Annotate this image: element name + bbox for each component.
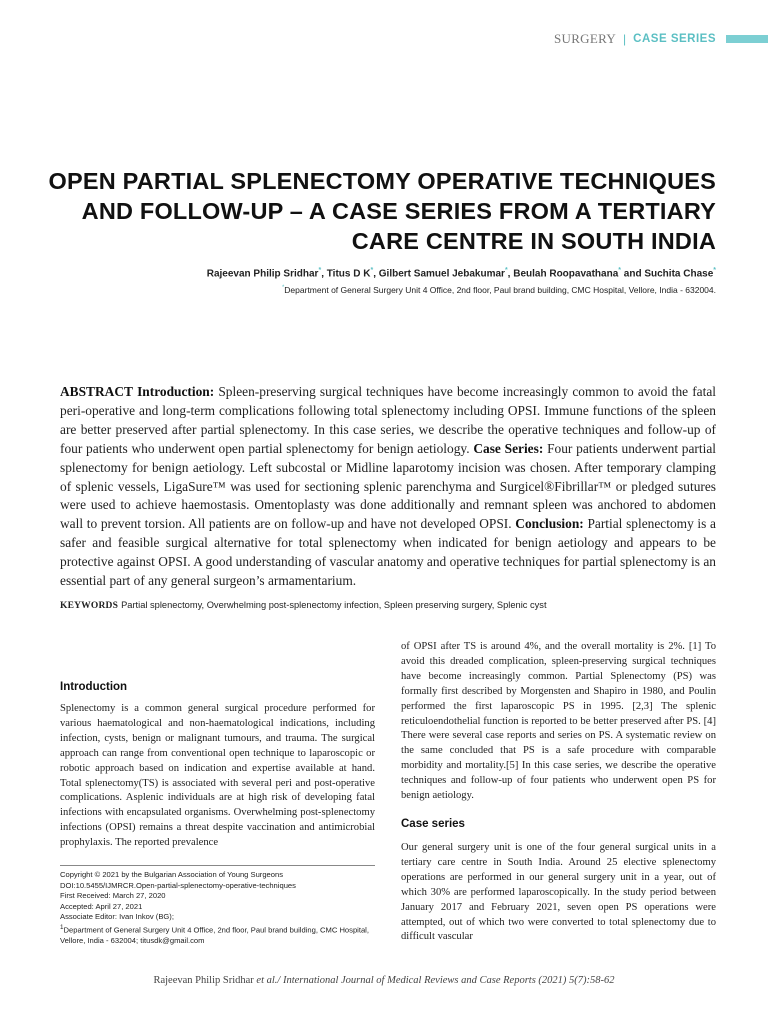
introduction-heading: Introduction xyxy=(60,681,128,693)
author-separator: , xyxy=(321,268,327,280)
keywords-text: Partial splenectomy, Overwhelming post-splenectomy infection, Spleen preserving surgery, Splenic cyst xyxy=(121,600,547,610)
doi-line: DOI:10.5455/IJMRCR.Open-partial-splenectomy-operative-techniques xyxy=(60,880,296,890)
author-list xyxy=(207,267,716,279)
abstract-conclusion-text: Partial splenectomy is a safer and feasible surgical alternative for total splenectomy when indicated for benign aetiology and appears to be protective against OPSI. A good understanding of vascular anatomy and operative techniques for partial splenectomy is an essential part of any general surgeon’s armamentarium. xyxy=(60,516,716,589)
editor-line: Associate Editor: Ivan Inkov (BG); xyxy=(60,912,174,922)
author-affiliation-mark: * xyxy=(370,267,374,274)
header-accent-bar xyxy=(726,35,768,43)
copyright-line: Copyright © 2021 by the Bulgarian Association of Young Surgeons xyxy=(60,870,284,879)
abstract xyxy=(60,383,716,591)
author-affiliation-mark: * xyxy=(618,267,621,274)
abstract-intro-text: Spleen-preserving surgical techniques have become increasingly common to avoid the fatal peri-operative and long-term complications following total splenectomy including OPSI. Immune functions of the spleen are better preserved after partial splenectomy. In this case series, we describe the operative techniques and follow-up of four patients who underwent open partial splenectomy for benign aetiology. xyxy=(60,384,716,456)
header-section: SURGERY xyxy=(553,31,617,46)
running-header xyxy=(554,31,768,47)
author-name: Gilbert Samuel Jebakumar xyxy=(378,268,505,280)
accepted-line: Accepted: April 27, 2021 xyxy=(60,901,143,911)
author-separator: and xyxy=(621,268,645,280)
case-series-text: Our general surgery unit is one of the four general surgical units in a tertiary care centre in South India. Around 25 elective splenectomy operations are performed in our general surgery unit in a year, out of which 30% are performed laparoscopically. In the study period between January 2017 and February 2021, seven open PS operations were attempted, out of which two were converted to total splenectomy due to difficult vascular xyxy=(401,841,716,943)
author-name: Rajeevan Philip Sridhar xyxy=(206,268,319,280)
abstract-case-label: Case Series: xyxy=(473,440,544,456)
affiliation-mark: * xyxy=(281,285,285,292)
abstract-intro-label: Introduction: xyxy=(137,384,215,399)
footnote-divider xyxy=(60,865,375,866)
author-separator: , xyxy=(373,268,379,280)
article-title: OPEN PARTIAL SPLENECTOMY OPERATIVE TECHNIQUES AND FOLLOW-UP – A CASE SERIES FROM A TERTIARY CARE CENTRE IN SOUTH INDIA xyxy=(48,168,716,254)
footnotes xyxy=(60,870,375,947)
right-column xyxy=(401,640,716,945)
running-footer xyxy=(0,975,768,986)
author-affiliation-mark: * xyxy=(504,267,508,274)
footer-citation: et al./ International Journal of Medical Reviews and Case Reports (2021) 5(7):58-62 xyxy=(256,975,615,986)
header-separator: | xyxy=(623,32,627,46)
left-column xyxy=(60,681,375,851)
correspondence-line xyxy=(60,923,375,947)
received-line: First Received: March 27, 2020 xyxy=(60,891,166,901)
abstract-case-text: Four patients underwent partial splenectomy for benign aetiology. Left subcostal or Midline laparotomy incision was chosen. After temporary clamping of splenic vessels, LigaSure™ was used for sectioning splenic parenchyma and Surgicel®Fibrillar™ or pledged sutures were used to achieve haemostasis. Omentoplasty was done additionally and remnant spleen was anchored to abdomen wall to prevent torsion. All patients are on follow-up and have not developed OPSI. xyxy=(60,440,717,532)
author-affiliation-mark: * xyxy=(318,267,322,274)
correspondence-mark: 1 xyxy=(60,923,64,931)
author-separator: , xyxy=(507,268,514,280)
case-series-heading: Case series xyxy=(401,817,465,830)
introduction-text: Splenectomy is a common general surgical procedure performed for various haematological and non-haematological indications, including infection, cysts, benign or malignant tumours, and trauma. The surgical approach can range from conventional open technique to laparoscopic or robotic approach based on indication and expertise available at hand. Total splenectomy(TS) is associated with several peri and post-operative complications. Asplenic individuals are at high risk of developing fatal infections with encapsulated organisms. Overwhelming post-splenectomy infections (OPSI) remains a threat despite vaccination and antimicrobial prophylaxis. The reported prevalence xyxy=(60,703,375,849)
keywords-label: KEYWORDS xyxy=(60,601,119,611)
affiliation-text: Department of General Surgery Unit 4 Office, 2nd floor, Paul brand building, CMC Hospital, Vellore, India - 632004. xyxy=(284,285,716,295)
keywords xyxy=(60,600,547,611)
abstract-conclusion-label: Conclusion: xyxy=(515,516,584,532)
author-name: Titus D K xyxy=(326,268,371,280)
author-affiliation-mark: * xyxy=(713,267,716,274)
footer-author: Rajeevan Philip Sridhar xyxy=(153,975,254,986)
abstract-label: ABSTRACT xyxy=(60,384,133,399)
header-article-type: CASE SERIES xyxy=(633,33,716,45)
author-name: Suchita Chase xyxy=(644,268,714,280)
author-name: Beulah Roopavathana xyxy=(513,268,619,280)
correspondence-text: Department of General Surgery Unit 4 Office, 2nd floor, Paul brand building, CMC Hospital, Vellore, India - 632004; titusdk@gmail.com xyxy=(60,925,369,946)
affiliation xyxy=(282,285,716,295)
introduction-continued-text: of OPSI after TS is around 4%, and the overall mortality is 2%. [1] To avoid this dreaded complication, spleen-preserving surgical techniques have become increasingly common. Partial Splenectomy (PS) was formally first described by Morgensten and Shapiro in 1980, and Poulin performed the first laparoscopic PS in 1995. [2,3] The splenic reticuloendothelial function is reported to be better preserved after PS. [4] There were several case reports and series on PS. A systematic review on the same concluded that PS is a safe procedure with comparable morbidity and mortality.[5] In this case series, we describe the operative techniques and follow-up of four patients who underwent open PS for benign aetiology. xyxy=(401,641,716,802)
